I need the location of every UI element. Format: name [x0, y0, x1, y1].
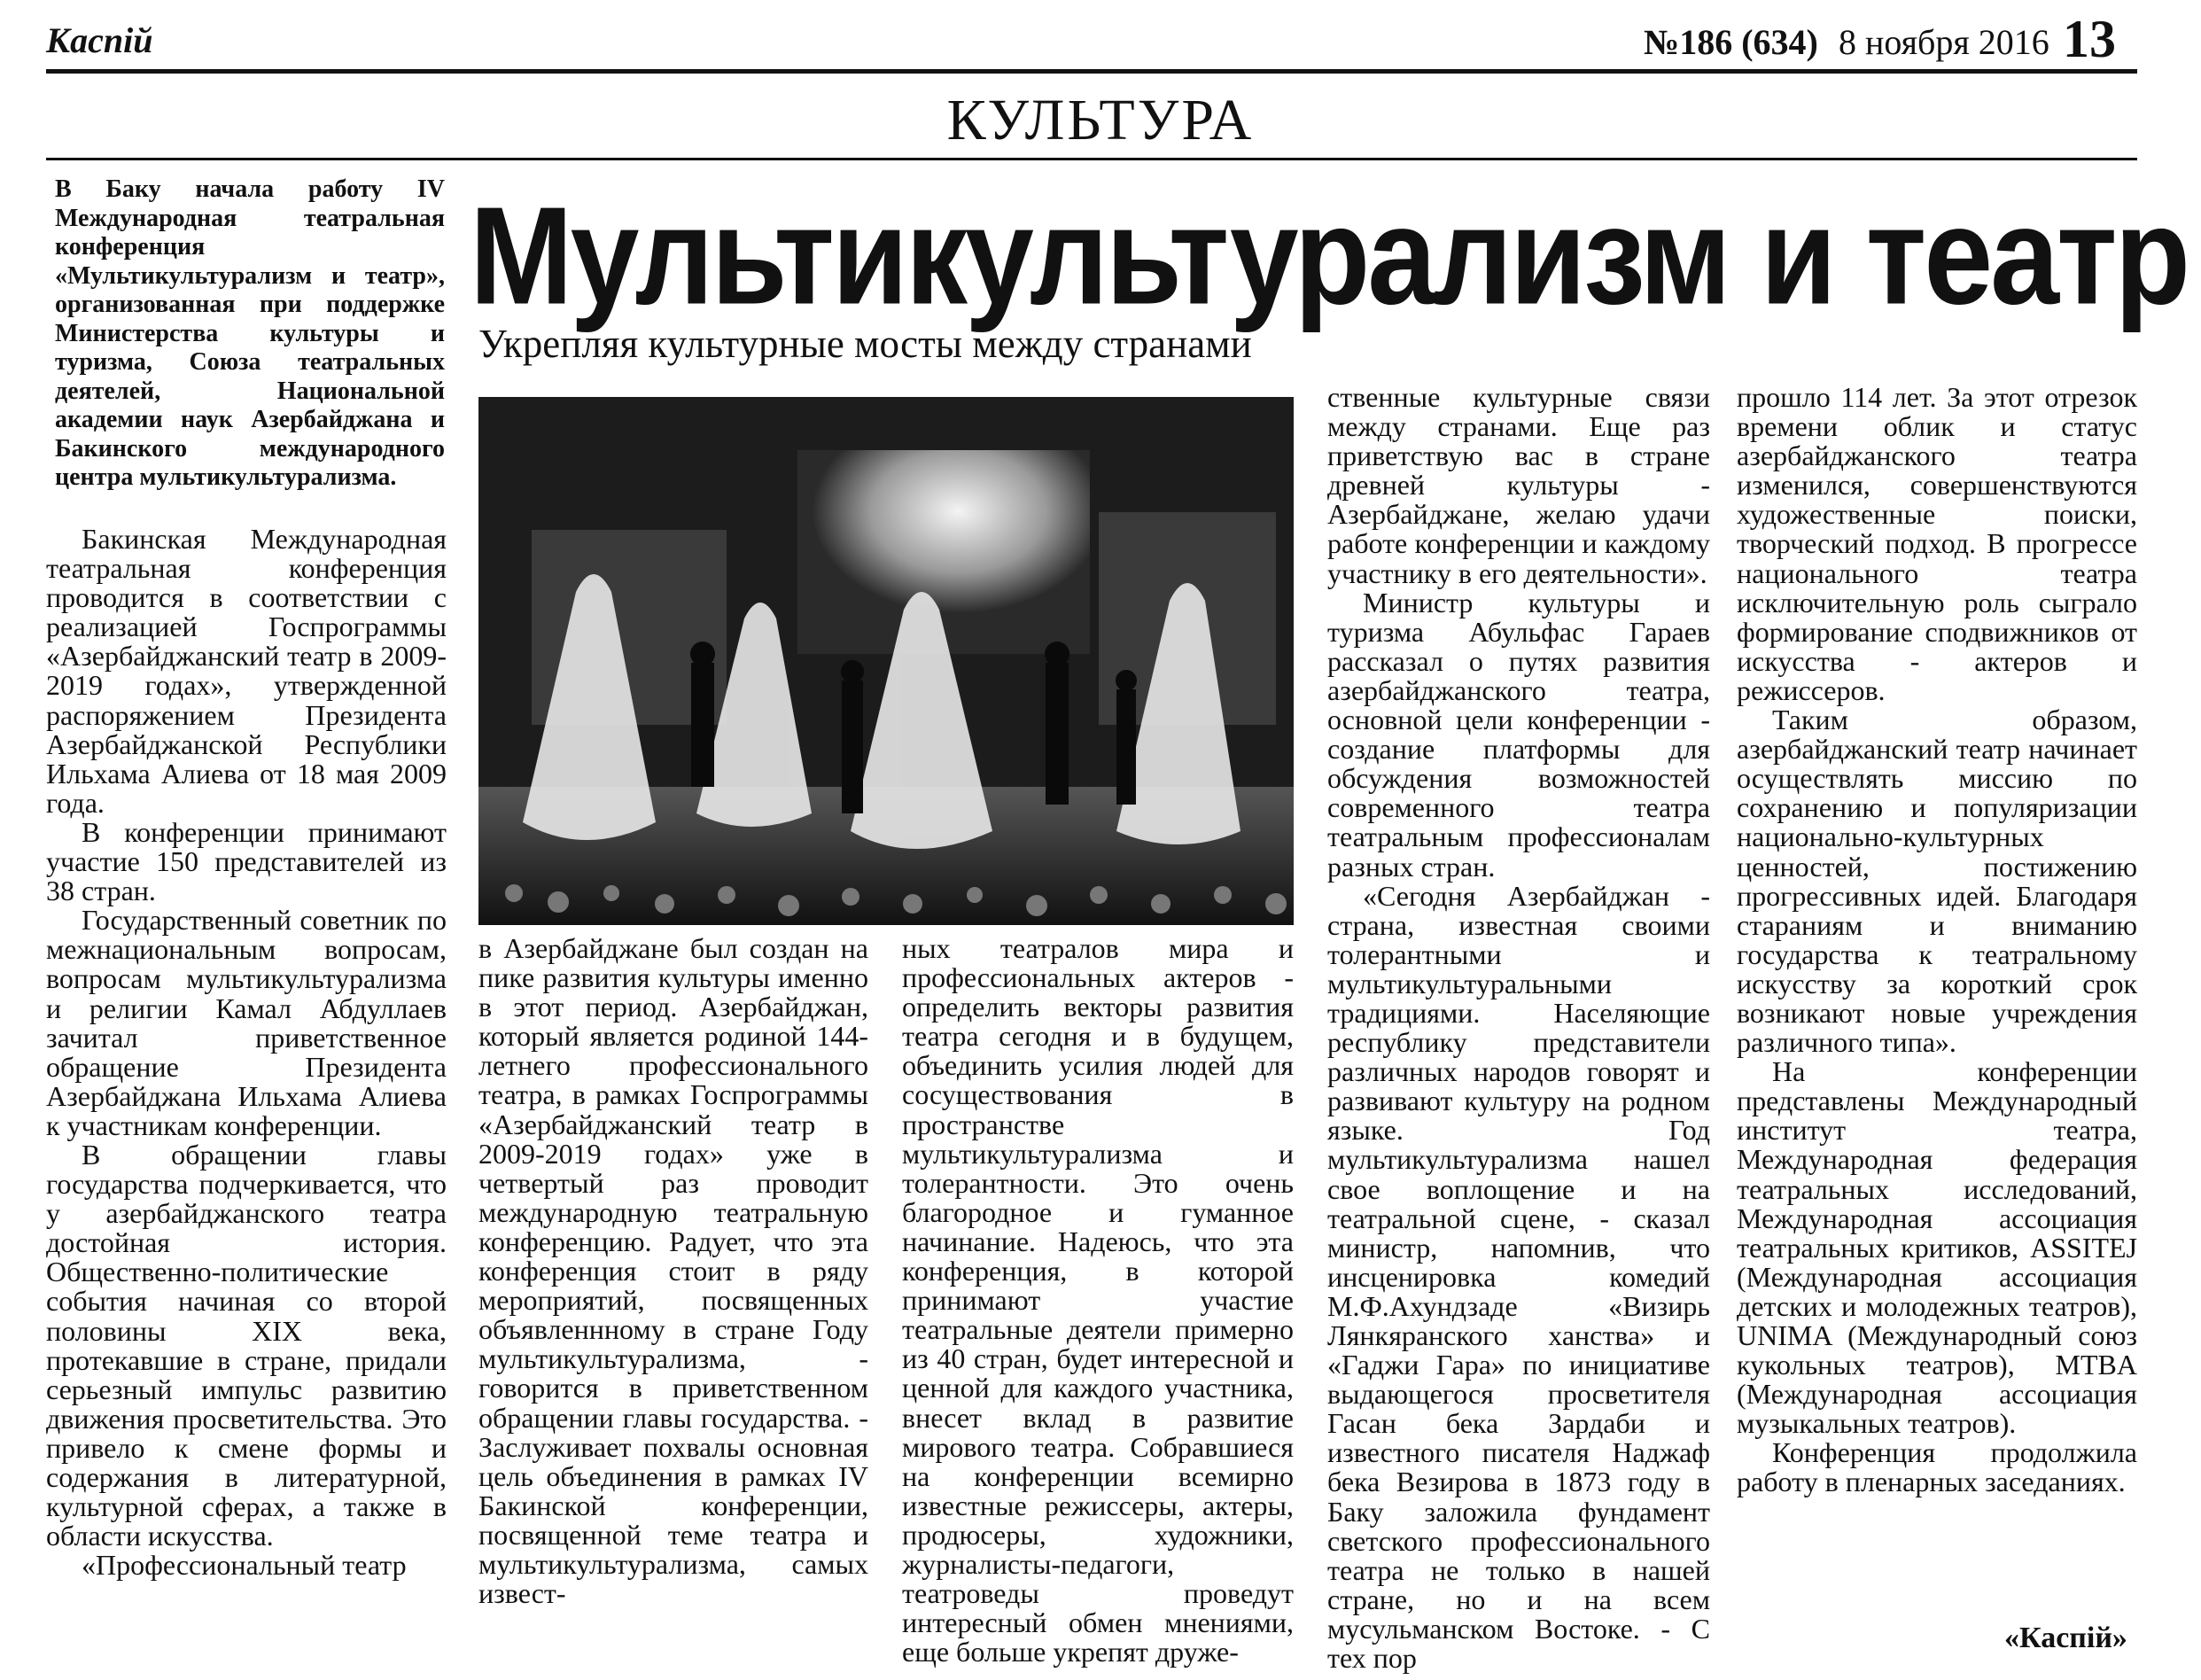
- article-signature: «Каспiй»: [2004, 1622, 2127, 1654]
- issue-number: №186 (634): [1644, 22, 1818, 62]
- article-column-1: [46, 525, 447, 1580]
- paragraph: «Сегодня Азербайджан - страна, известная своими толерантными и мультикультуральными традициями. Населяющие республику представители различных народов говорят и развивают культуру на родном языке. Год мультикультурализма нашел свое воплощение и на театральной сцене, - сказал министр, напомнив, что инсценировка комедий М.Ф.Ахундзаде «Визирь Лянкяранского ханства» и «Гаджи Гара» по инициативе выдающегося просветителя Гасан бека Зардаби и известного писателя Наджаф бека Везирова в 1873 году в Баку заложила фундамент светского профессионального театра не только в нашей стране, но и на всем мусульманском Востоке. - С тех пор: [1327, 879, 1710, 1675]
- section-rule: [46, 158, 2137, 160]
- paragraph: «Профессиональный театр: [82, 1549, 407, 1582]
- header-rule-top: [46, 69, 2137, 74]
- paragraph: Бакинская Международная театральная конференция проводится в соответствии с реализацией Госпрограммы «Азербайджанский театр в 2009-2019 годах», утвержденной распоряжением Президента Азербайджанской Республики Ильхама Алиева от 18 мая 2009 года.: [46, 523, 447, 819]
- paragraph: На конференции представлены Международный институт театра, Международная федерация театральных исследований, Международная ассоциация театральных критиков, ASSITEJ (Международная ассоциация детских и молодежных театров), UNIMA (Международный союз кукольных театров), MTBA (Международная ассоциация музыкальных театров).: [1737, 1055, 2137, 1440]
- publication-name: Каспiй: [46, 20, 153, 60]
- article-subtitle: Укрепляя культурные мосты между странами: [478, 322, 1252, 366]
- issue-date: 8 ноября 2016: [1839, 22, 2049, 62]
- paragraph: Министр культуры и туризма Абульфас Гараев рассказал о путях развития азербайджанского театра, основной цели конференции - создание платформы для обсуждения возможностей современного театра театральным профессионалам разных стран.: [1327, 586, 1710, 883]
- paragraph: ственные культурные связи между странами. Еще раз приветствую вас в стране древней культуры - Азербайджане, желаю удачи работе конференции и каждому участнику в его деятельности».: [1327, 381, 1710, 589]
- paragraph: В обращении главы государства подчеркивается, что у азербайджанского театра достойная история. Общественно-политические события начиная со второй половины XIX века, протекавшие в стране, придали серьезный импульс развитию движения просветительства. Это привело к смене формы и содержания в литературной, культурной сферах, а также в области искусства.: [46, 1138, 447, 1552]
- section-title: КУЛЬТУРА: [946, 88, 1255, 152]
- paragraph: в Азербайджане был создан на пике развития культуры именно в этот период. Азербайджан, который является родиной 144-летнего профессионального театра, в рамках Госпрограммы «Азербайджанский театр в 2009-2019 годах» уже в четвертый раз проводит международную театральную конференцию. Радует, что эта конференция стоит в ряду мероприятий, посвященных объявленнному в стране Году мультикультурализма, - говорится в приветственном обращении главы государства. - Заслуживает похвалы основная цель объединения в рамках IV Бакинской конференции, посвященной теме театра и мультикультурализма, самых извест-: [478, 932, 868, 1610]
- paragraph: ных театралов мира и профессиональных актеров - определить векторы развития театра сегодня и в будущем, объединить усилия людей для сосуществования в пространстве мультикультурализма и толерантности. Это очень благородное и гуманное начинание. Надеюсь, что эта конференция, в которой принимают участие театральные деятели примерно из 40 стран, будет интересной и ценной для каждого участника, внесет вклад в развитие мирового театра. Собравшиеся на конференции всемирно известные режиссеры, актеры, продюсеры, художники, журналисты-педагоги, театроведы проведут интересный обмен мнениями, еще больше укрепят друже-: [902, 932, 1294, 1668]
- page-number: 13: [2063, 10, 2116, 68]
- article-column-2: [478, 934, 868, 1608]
- article-photo: [478, 397, 1294, 925]
- article-headline: Мультикультурализм и театр: [470, 177, 2189, 334]
- paragraph: Государственный советник по межнациональным вопросам, вопросам мультикультурализма и религии Камал Абдуллаев зачитал приветственное обращение Президента Азербайджана Ильхама Алиева к участникам конференции.: [46, 904, 447, 1141]
- paragraph: прошло 114 лет. За этот отрезок времени облик и статус азербайджанского театра изменился, совершенствуются художественные поиски, творческий подход. В прогрессе национального театра исключительную роль сыграло формирование сподвижников от искусства - актеров и режиссеров.: [1737, 381, 2137, 706]
- paragraph: В конференции принимают участие 150 представителей из 38 стран.: [46, 815, 447, 907]
- article-column-3: [902, 934, 1294, 1667]
- article-lead: В Баку начала работу IV Международная театральная конференция «Мультикультурализм и театр», организованная при поддержке Министерства культуры и туризма, Союза театральных деятелей, Национальной академии наук Азербайджана и Бакинского международного центра мультикультурализма.: [55, 175, 445, 491]
- paragraph: Конференция продолжила работу в пленарных заседаниях.: [1737, 1436, 2137, 1498]
- paragraph: Таким образом, азербайджанский театр начинает осуществлять миссию по сохранению и популяризации национально-культурных ценностей, постижению прогрессивных идей. Благодаря стараниям и вниманию государства к театральному искусству за короткий срок возникают новые учреждения различного типа».: [1737, 704, 2137, 1059]
- article-column-5: [1737, 383, 2137, 1497]
- article-column-4: [1327, 383, 1710, 1673]
